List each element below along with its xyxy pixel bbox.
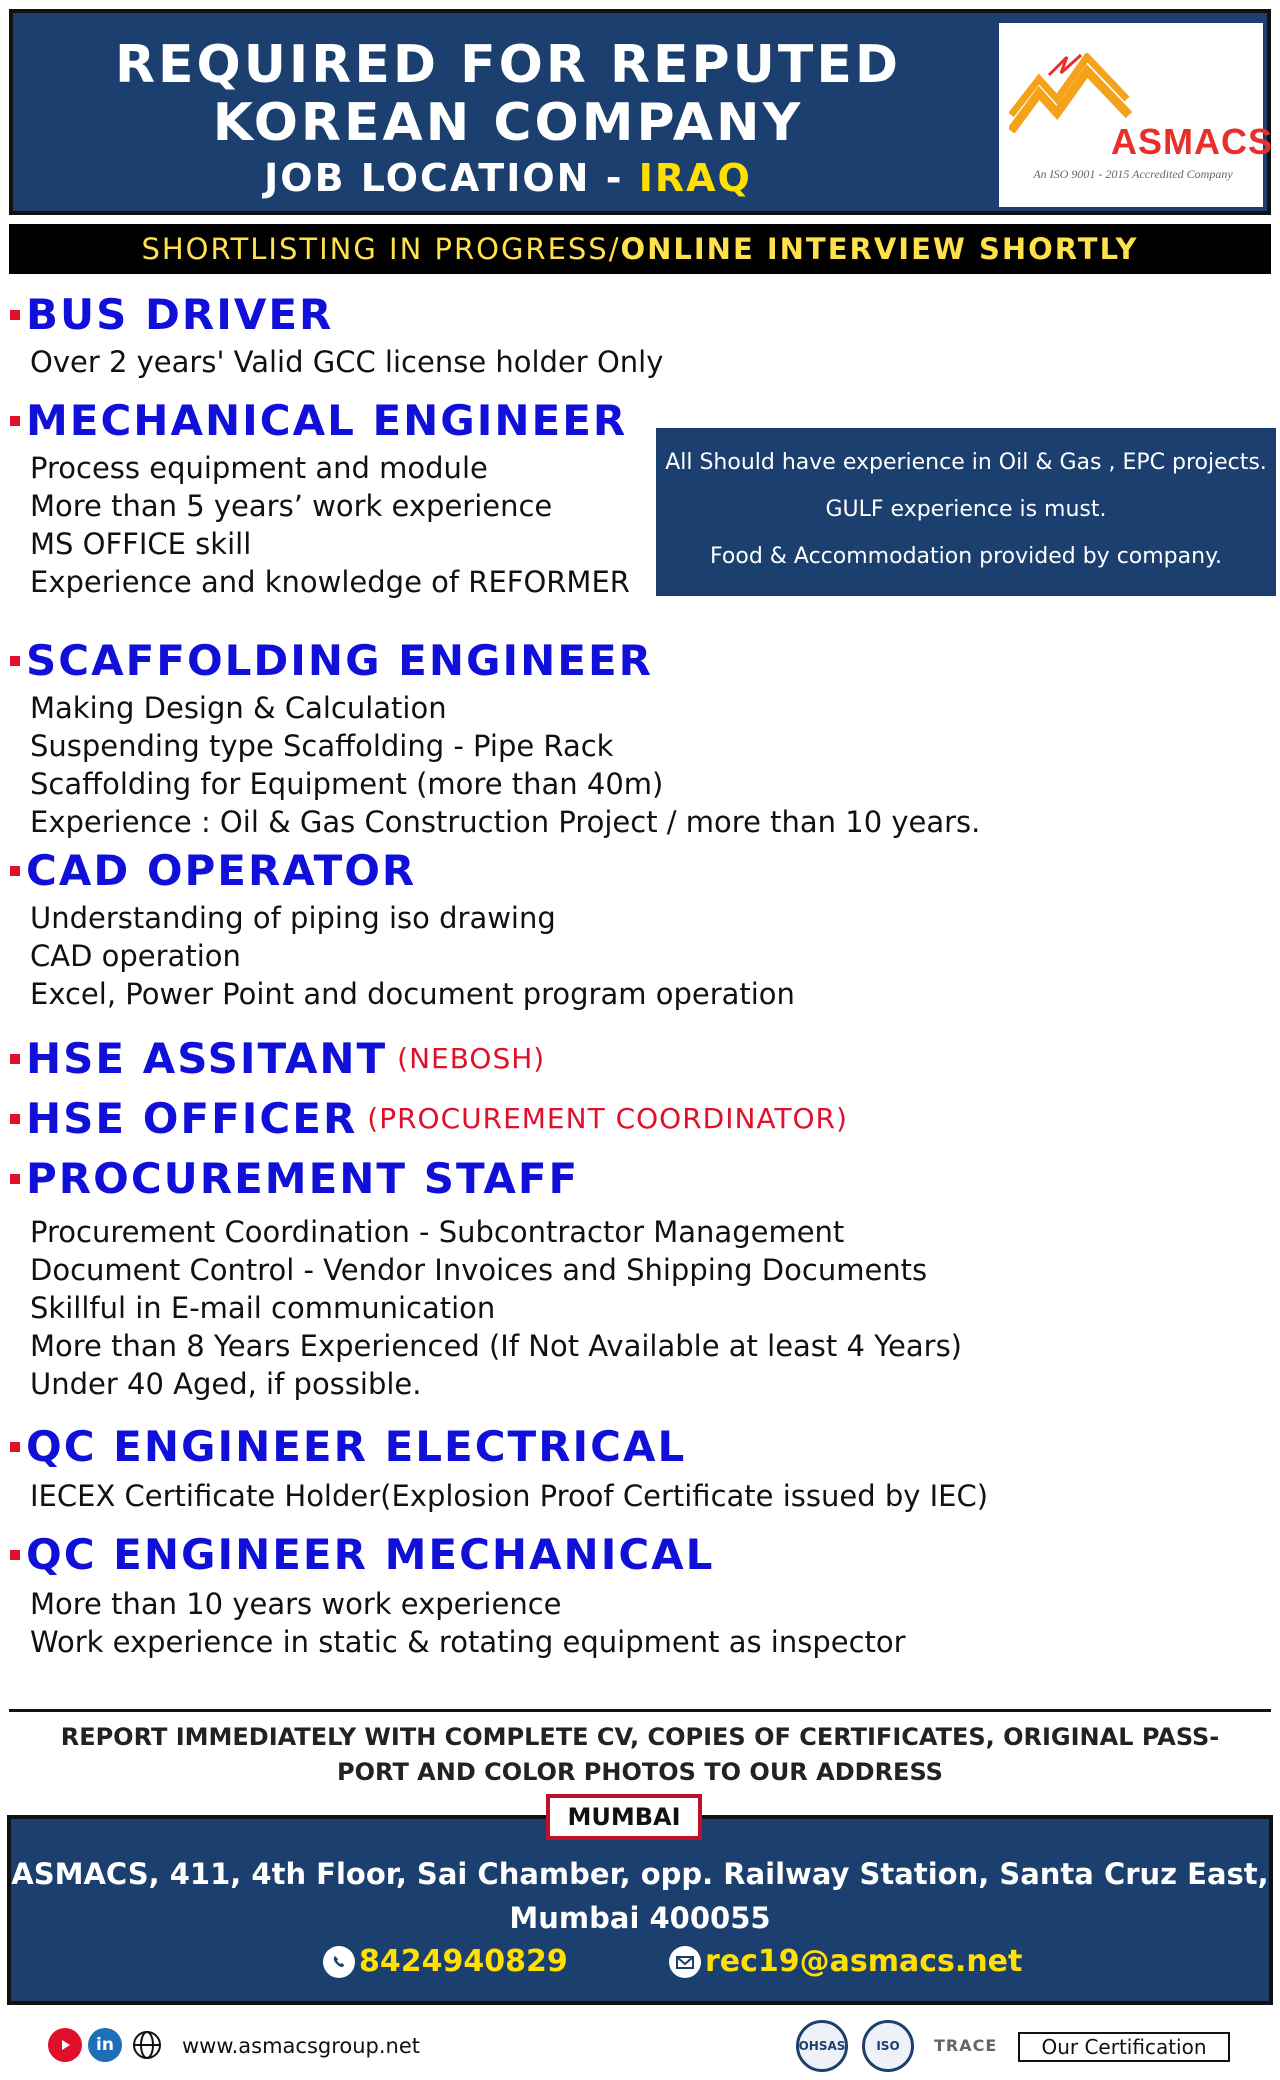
- company-logo: [999, 23, 1274, 207]
- status-banner: [9, 224, 1271, 274]
- job-title: QC ENGINEER MECHANICAL: [26, 1530, 715, 1579]
- globe-icon[interactable]: [130, 2028, 164, 2062]
- job-requirement: Document Control - Vendor Invoices and Shipping Documents: [30, 1253, 928, 1287]
- job-requirement: Suspending type Scaffolding - Pipe Rack: [30, 729, 614, 763]
- job-title: SCAFFOLDING ENGINEER: [26, 636, 653, 685]
- job-title: PROCUREMENT STAFF: [26, 1154, 580, 1203]
- job-requirement: Experience and knowledge of REFORMER: [30, 565, 630, 599]
- job-title: BUS DRIVER: [26, 290, 334, 339]
- job-requirement: Making Design & Calculation: [30, 691, 447, 725]
- job-requirement: Skillful in E-mail communication: [30, 1291, 496, 1325]
- requirement-food-accommodation: Food & Accommodation provided by company.: [710, 544, 1222, 569]
- job-qc-engineer-electrical: [10, 1422, 988, 1515]
- job-title: MECHANICAL ENGINEER: [26, 396, 628, 445]
- status-shortlisting: SHORTLISTING IN PROGRESS/: [141, 232, 621, 266]
- job-requirement: Under 40 Aged, if possible.: [30, 1367, 422, 1401]
- job-mechanical-engineer: [10, 396, 630, 601]
- phone-contact[interactable]: [323, 1944, 568, 1979]
- report-line2: PORT AND COLOR PHOTOS TO OUR ADDRESS: [337, 1758, 943, 1786]
- job-requirement: MS OFFICE skill: [30, 527, 252, 561]
- job-requirement: More than 8 Years Experienced (If Not Available at least 4 Years): [30, 1329, 962, 1363]
- bullet-icon: [10, 416, 20, 426]
- address-line2: Mumbai 400055: [509, 1901, 771, 1935]
- job-cad-operator: [10, 846, 795, 1013]
- job-hse-assistant: [10, 1034, 545, 1083]
- job-requirement: Over 2 years' Valid GCC license holder Only: [30, 345, 664, 379]
- bullet-icon: [10, 1442, 20, 1452]
- email-icon: [669, 1946, 701, 1978]
- certification-button[interactable]: Our Certification: [1018, 2032, 1230, 2062]
- job-title: CAD OPERATOR: [26, 846, 417, 895]
- job-requirement: Scaffolding for Equipment (more than 40m): [30, 767, 664, 801]
- job-requirement: Experience : Oil & Gas Construction Project / more than 10 years.: [30, 805, 981, 839]
- status-interview: ONLINE INTERVIEW SHORTLY: [620, 232, 1139, 266]
- job-requirement: Process equipment and module: [30, 451, 488, 485]
- logo-name: ASMACS: [1111, 121, 1274, 162]
- job-scaffolding-engineer: [10, 636, 980, 841]
- job-title: QC ENGINEER ELECTRICAL: [26, 1422, 687, 1471]
- footer-bar: [0, 2020, 1280, 2070]
- header-banner: [9, 9, 1274, 215]
- divider: [9, 1709, 1271, 1712]
- whatsapp-icon: [323, 1946, 355, 1978]
- requirement-gulf: GULF experience is must.: [825, 497, 1107, 522]
- job-procurement-staff: [10, 1154, 962, 1403]
- general-requirements-box: [656, 428, 1276, 596]
- job-title: HSE ASSITANT: [26, 1034, 388, 1083]
- job-title: HSE OFFICER: [26, 1094, 358, 1143]
- address-line1: ASMACS, 411, 4th Floor, Sai Chamber, opp. Railway Station, Santa Cruz East,: [11, 1857, 1269, 1891]
- requirement-oil-gas: All Should have experience in Oil & Gas , EPC projects.: [665, 450, 1267, 475]
- job-requirement: Excel, Power Point and document program operation: [30, 977, 795, 1011]
- job-requirement: Work experience in static & rotating equipment as inspector: [30, 1625, 906, 1659]
- bullet-icon: [10, 866, 20, 876]
- job-location: [13, 156, 1003, 200]
- linkedin-icon[interactable]: in: [88, 2028, 122, 2062]
- job-requirement: CAD operation: [30, 939, 241, 973]
- bullet-icon: [10, 1114, 20, 1124]
- job-qualification: (PROCUREMENT COORDINATOR): [367, 1102, 848, 1135]
- bullet-icon: [10, 656, 20, 666]
- job-qualification: (NEBOSH): [397, 1042, 546, 1075]
- job-requirement: IECEX Certificate Holder(Explosion Proof Certificate issued by IEC): [30, 1479, 989, 1513]
- email-address[interactable]: rec19@asmacs.net: [705, 1944, 1023, 1979]
- job-requirement: More than 10 years work experience: [30, 1587, 562, 1621]
- job-bus-driver: [10, 290, 663, 381]
- job-requirement: More than 5 years’ work experience: [30, 489, 553, 523]
- trace-logo: TRACE: [934, 2036, 998, 2055]
- bullet-icon: [10, 310, 20, 320]
- bullet-icon: [10, 1550, 20, 1560]
- report-line1: REPORT IMMEDIATELY WITH COMPLETE CV, COPIES OF CERTIFICATES, ORIGINAL PASS-: [60, 1723, 1220, 1751]
- address-box: [7, 1815, 1273, 2005]
- email-contact[interactable]: [669, 1944, 1022, 1979]
- job-location-label: JOB LOCATION -: [264, 156, 639, 200]
- job-qc-engineer-mechanical: [10, 1530, 906, 1661]
- header-title-line2: KOREAN COMPANY: [212, 93, 804, 153]
- job-location-value: IRAQ: [638, 156, 752, 200]
- logo-subtitle: An ISO 9001 - 2015 Accredited Company: [1033, 167, 1233, 181]
- website-link[interactable]: www.asmacsgroup.net: [182, 2034, 421, 2058]
- job-hse-officer: [10, 1094, 848, 1143]
- job-requirement: Procurement Coordination - Subcontractor Management: [30, 1215, 845, 1249]
- youtube-icon[interactable]: [48, 2028, 82, 2062]
- city-tag: MUMBAI: [546, 1794, 702, 1840]
- job-requirement: Understanding of piping iso drawing: [30, 901, 556, 935]
- bullet-icon: [10, 1054, 20, 1064]
- header-title-line1: REQUIRED FOR REPUTED: [114, 35, 902, 95]
- phone-number[interactable]: 8424940829: [359, 1944, 568, 1979]
- iso-badge-icon: ISO: [862, 2020, 914, 2072]
- report-instructions: [40, 1720, 1240, 1790]
- ohsas-badge-icon: OHSAS: [796, 2020, 848, 2072]
- bullet-icon: [10, 1174, 20, 1184]
